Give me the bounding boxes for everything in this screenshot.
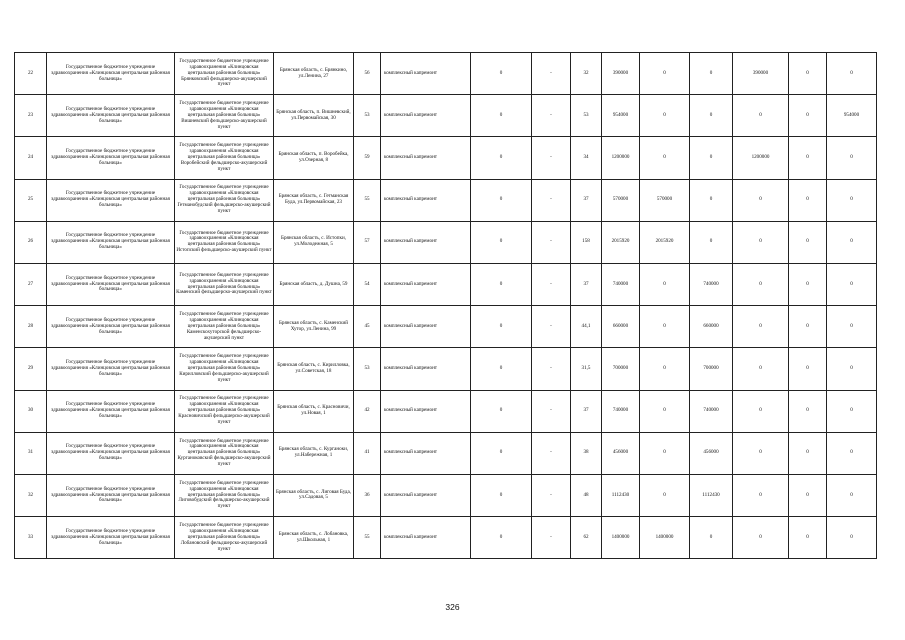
funding-col-3-cell: 0 xyxy=(733,348,789,390)
value-col-1-cell: 0 xyxy=(471,390,532,432)
row-number-cell: 23 xyxy=(15,95,47,137)
work-type-cell: комплексный капремонт xyxy=(381,348,471,390)
work-type-cell: комплексный капремонт xyxy=(381,517,471,559)
owner-institution-cell: Государственное бюджетное учреждение здравоохранения «Клинцовская центральная районная больница» xyxy=(47,474,175,516)
value-col-1-cell: 0 xyxy=(471,474,532,516)
value-col-1-cell: 0 xyxy=(471,179,532,221)
address-cell: Брянская область, с. Истопки, ул.Молодежная, 5 xyxy=(274,221,354,263)
funding-col-3-cell: 390000 xyxy=(733,53,789,95)
funding-col-2-cell: 456000 xyxy=(690,432,733,474)
value-col-3-cell: 62 xyxy=(571,517,602,559)
value-col-3-cell: 158 xyxy=(571,221,602,263)
row-number-cell: 24 xyxy=(15,137,47,179)
area-cell: 59 xyxy=(354,137,381,179)
area-cell: 42 xyxy=(354,390,381,432)
value-col-2-cell: - xyxy=(532,53,571,95)
value-col-2-cell: - xyxy=(532,517,571,559)
funding-col-5-cell: 0 xyxy=(827,474,877,516)
address-cell: Брянская область, с. Лиговая Буда, ул.Садовая, 5 xyxy=(274,474,354,516)
funding-col-2-cell: 740000 xyxy=(690,263,733,305)
funding-col-1-cell: 0 xyxy=(640,263,690,305)
row-number-cell: 30 xyxy=(15,390,47,432)
funding-col-2-cell: 700000 xyxy=(690,348,733,390)
table-row xyxy=(15,137,877,179)
facility-name-cell: Государственное бюджетное учреждение здравоохранения «Клинцовская центральная районная больница» Каменскохуторской фельдшерско-акушерский пункт xyxy=(175,306,274,348)
value-col-2-cell: - xyxy=(532,179,571,221)
work-type-cell: комплексный капремонт xyxy=(381,53,471,95)
address-cell: Брянская область, с. Лобановка, ул.Школьная, 1 xyxy=(274,517,354,559)
owner-institution-cell: Государственное бюджетное учреждение здравоохранения «Клинцовская центральная районная больница» xyxy=(47,517,175,559)
document-sheet xyxy=(14,52,876,559)
funding-col-1-cell: 0 xyxy=(640,137,690,179)
funding-col-3-cell: 0 xyxy=(733,95,789,137)
owner-institution-cell: Государственное бюджетное учреждение здравоохранения «Клинцовская центральная районная больница» xyxy=(47,95,175,137)
facility-name-cell: Государственное бюджетное учреждение здравоохранения «Клинцовская центральная районная больница» Лобановский фельдшерско-акушерский пункт xyxy=(175,517,274,559)
funding-col-2-cell: 0 xyxy=(690,517,733,559)
total-cost-cell: 570000 xyxy=(602,179,640,221)
funding-col-4-cell: 0 xyxy=(789,474,827,516)
total-cost-cell: 1400000 xyxy=(602,517,640,559)
address-cell: Брянская область, с. Красновичи, ул.Новая, 1 xyxy=(274,390,354,432)
row-number-cell: 32 xyxy=(15,474,47,516)
value-col-2-cell: - xyxy=(532,474,571,516)
total-cost-cell: 700000 xyxy=(602,348,640,390)
address-cell: Брянская область, с. Кирилловка, ул.Советская, 18 xyxy=(274,348,354,390)
funding-col-2-cell: 1112430 xyxy=(690,474,733,516)
facility-name-cell: Государственное бюджетное учреждение здравоохранения «Клинцовская центральная районная больница» Каменский фельдшерско-акушерский пункт xyxy=(175,263,274,305)
funding-col-5-cell: 0 xyxy=(827,263,877,305)
value-col-2-cell: - xyxy=(532,348,571,390)
value-col-3-cell: 53 xyxy=(571,95,602,137)
work-type-cell: комплексный капремонт xyxy=(381,474,471,516)
funding-col-3-cell: 0 xyxy=(733,474,789,516)
facility-repair-table xyxy=(14,52,877,559)
funding-col-2-cell: 0 xyxy=(690,53,733,95)
funding-col-1-cell: 2015920 xyxy=(640,221,690,263)
table-row xyxy=(15,179,877,221)
funding-col-4-cell: 0 xyxy=(789,95,827,137)
area-cell: 56 xyxy=(354,53,381,95)
address-cell: Брянская область, с. Брянкино, ул.Ленина, 27 xyxy=(274,53,354,95)
value-col-3-cell: 31,5 xyxy=(571,348,602,390)
value-col-1-cell: 0 xyxy=(471,137,532,179)
value-col-2-cell: - xyxy=(532,390,571,432)
owner-institution-cell: Государственное бюджетное учреждение здравоохранения «Клинцовская центральная районная больница» xyxy=(47,348,175,390)
funding-col-2-cell: 0 xyxy=(690,221,733,263)
value-col-1-cell: 0 xyxy=(471,306,532,348)
owner-institution-cell: Государственное бюджетное учреждение здравоохранения «Клинцовская центральная районная больница» xyxy=(47,179,175,221)
funding-col-1-cell: 0 xyxy=(640,95,690,137)
value-col-1-cell: 0 xyxy=(471,348,532,390)
funding-col-5-cell: 0 xyxy=(827,390,877,432)
value-col-1-cell: 0 xyxy=(471,517,532,559)
row-number-cell: 33 xyxy=(15,517,47,559)
funding-col-5-cell: 0 xyxy=(827,221,877,263)
address-cell: Брянская область, п. Вишневский, ул.Первомайская, 30 xyxy=(274,95,354,137)
table-row xyxy=(15,348,877,390)
facility-name-cell: Государственное бюджетное учреждение здравоохранения «Клинцовская центральная районная больница» Брянковский фельдшерско-акушерский пункт xyxy=(175,53,274,95)
owner-institution-cell: Государственное бюджетное учреждение здравоохранения «Клинцовская центральная районная больница» xyxy=(47,390,175,432)
address-cell: Брянская область, с. Курганоки, ул.Набережная, 1 xyxy=(274,432,354,474)
row-number-cell: 28 xyxy=(15,306,47,348)
table-row xyxy=(15,221,877,263)
funding-col-1-cell: 0 xyxy=(640,348,690,390)
facility-name-cell: Государственное бюджетное учреждение здравоохранения «Клинцовская центральная районная больница» Лиговобудский фельдшерско-акушерский пункт xyxy=(175,474,274,516)
owner-institution-cell: Государственное бюджетное учреждение здравоохранения «Клинцовская центральная районная больница» xyxy=(47,263,175,305)
area-cell: 41 xyxy=(354,432,381,474)
address-cell: Брянская область, с. Гетманская Буда, ул.Первомайская, 23 xyxy=(274,179,354,221)
value-col-2-cell: - xyxy=(532,263,571,305)
funding-col-3-cell: 0 xyxy=(733,263,789,305)
work-type-cell: комплексный капремонт xyxy=(381,390,471,432)
funding-col-5-cell: 0 xyxy=(827,179,877,221)
funding-col-2-cell: 0 xyxy=(690,179,733,221)
value-col-3-cell: 37 xyxy=(571,263,602,305)
work-type-cell: комплексный капремонт xyxy=(381,306,471,348)
area-cell: 55 xyxy=(354,517,381,559)
table-row xyxy=(15,95,877,137)
owner-institution-cell: Государственное бюджетное учреждение здравоохранения «Клинцовская центральная районная больница» xyxy=(47,137,175,179)
table-row xyxy=(15,306,877,348)
value-col-3-cell: 48 xyxy=(571,474,602,516)
total-cost-cell: 954000 xyxy=(602,95,640,137)
funding-col-4-cell: 0 xyxy=(789,137,827,179)
funding-col-1-cell: 570000 xyxy=(640,179,690,221)
funding-col-1-cell: 0 xyxy=(640,390,690,432)
value-col-3-cell: 38 xyxy=(571,432,602,474)
total-cost-cell: 1112430 xyxy=(602,474,640,516)
value-col-3-cell: 34 xyxy=(571,137,602,179)
value-col-1-cell: 0 xyxy=(471,432,532,474)
facility-name-cell: Государственное бюджетное учреждение здравоохранения «Клинцовская центральная районная больница» Кирилловский фельдшерско-акушерский пункт xyxy=(175,348,274,390)
row-number-cell: 29 xyxy=(15,348,47,390)
area-cell: 57 xyxy=(354,221,381,263)
funding-col-3-cell: 0 xyxy=(733,306,789,348)
funding-col-5-cell: 954000 xyxy=(827,95,877,137)
owner-institution-cell: Государственное бюджетное учреждение здравоохранения «Клинцовская центральная районная больница» xyxy=(47,221,175,263)
funding-col-2-cell: 0 xyxy=(690,95,733,137)
funding-col-3-cell: 0 xyxy=(733,179,789,221)
funding-col-4-cell: 0 xyxy=(789,179,827,221)
value-col-2-cell: - xyxy=(532,137,571,179)
value-col-2-cell: - xyxy=(532,306,571,348)
total-cost-cell: 660000 xyxy=(602,306,640,348)
value-col-1-cell: 0 xyxy=(471,53,532,95)
table-row xyxy=(15,390,877,432)
address-cell: Брянская область, с. Каменский Хутор, ул.Ленина, 99 xyxy=(274,306,354,348)
row-number-cell: 27 xyxy=(15,263,47,305)
facility-name-cell: Государственное бюджетное учреждение здравоохранения «Клинцовская центральная районная больница» Воробейский фельдшерско-акушерский пункт xyxy=(175,137,274,179)
area-cell: 45 xyxy=(354,306,381,348)
funding-col-5-cell: 0 xyxy=(827,53,877,95)
area-cell: 55 xyxy=(354,179,381,221)
owner-institution-cell: Государственное бюджетное учреждение здравоохранения «Клинцовская центральная районная больница» xyxy=(47,432,175,474)
funding-col-1-cell: 0 xyxy=(640,306,690,348)
value-col-1-cell: 0 xyxy=(471,221,532,263)
funding-col-4-cell: 0 xyxy=(789,432,827,474)
funding-col-5-cell: 0 xyxy=(827,432,877,474)
work-type-cell: комплексный капремонт xyxy=(381,432,471,474)
page-number: 326 xyxy=(445,602,460,612)
area-cell: 36 xyxy=(354,474,381,516)
work-type-cell: комплексный капремонт xyxy=(381,221,471,263)
work-type-cell: комплексный капремонт xyxy=(381,179,471,221)
total-cost-cell: 740000 xyxy=(602,390,640,432)
funding-col-3-cell: 0 xyxy=(733,390,789,432)
value-col-3-cell: 44,1 xyxy=(571,306,602,348)
value-col-2-cell: - xyxy=(532,95,571,137)
row-number-cell: 22 xyxy=(15,53,47,95)
total-cost-cell: 1200000 xyxy=(602,137,640,179)
value-col-3-cell: 32 xyxy=(571,53,602,95)
funding-col-4-cell: 0 xyxy=(789,263,827,305)
value-col-1-cell: 0 xyxy=(471,263,532,305)
funding-col-1-cell: 0 xyxy=(640,432,690,474)
facility-name-cell: Государственное бюджетное учреждение здравоохранения «Клинцовская центральная районная больница» Истопский фельдшерско-акушерский пункт xyxy=(175,221,274,263)
address-cell: Брянская область, п. Воробейка, ул.Озерная, 8 xyxy=(274,137,354,179)
funding-col-4-cell: 0 xyxy=(789,348,827,390)
owner-institution-cell: Государственное бюджетное учреждение здравоохранения «Клинцовская центральная районная больница» xyxy=(47,53,175,95)
work-type-cell: комплексный капремонт xyxy=(381,95,471,137)
value-col-2-cell: - xyxy=(532,432,571,474)
funding-col-5-cell: 0 xyxy=(827,306,877,348)
facility-name-cell: Государственное бюджетное учреждение здравоохранения «Клинцовская центральная районная больница» Вишневский фельдшерско-акушерский пункт xyxy=(175,95,274,137)
funding-col-5-cell: 0 xyxy=(827,348,877,390)
table-row xyxy=(15,432,877,474)
funding-col-1-cell: 1400000 xyxy=(640,517,690,559)
area-cell: 54 xyxy=(354,263,381,305)
row-number-cell: 26 xyxy=(15,221,47,263)
total-cost-cell: 456000 xyxy=(602,432,640,474)
value-col-3-cell: 37 xyxy=(571,390,602,432)
table-row xyxy=(15,517,877,559)
value-col-2-cell: - xyxy=(532,221,571,263)
value-col-1-cell: 0 xyxy=(471,95,532,137)
funding-col-4-cell: 0 xyxy=(789,306,827,348)
row-number-cell: 25 xyxy=(15,179,47,221)
total-cost-cell: 740000 xyxy=(602,263,640,305)
facility-name-cell: Государственное бюджетное учреждение здравоохранения «Клинцовская центральная районная больница» Гетманобудский фельдшерско-акушерский пункт xyxy=(175,179,274,221)
funding-col-3-cell: 1200000 xyxy=(733,137,789,179)
facility-name-cell: Государственное бюджетное учреждение здравоохранения «Клинцовская центральная районная больница» Курганоковский фельдшерско-акушерский пункт xyxy=(175,432,274,474)
funding-col-3-cell: 0 xyxy=(733,432,789,474)
area-cell: 53 xyxy=(354,348,381,390)
funding-col-2-cell: 740000 xyxy=(690,390,733,432)
table-row xyxy=(15,263,877,305)
total-cost-cell: 390000 xyxy=(602,53,640,95)
funding-col-4-cell: 0 xyxy=(789,390,827,432)
work-type-cell: комплексный капремонт xyxy=(381,263,471,305)
area-cell: 53 xyxy=(354,95,381,137)
table-body xyxy=(15,53,877,559)
facility-name-cell: Государственное бюджетное учреждение здравоохранения «Клинцовская центральная районная больница» Красновичский фельдшерско-акушерский пункт xyxy=(175,390,274,432)
funding-col-1-cell: 0 xyxy=(640,474,690,516)
work-type-cell: комплексный капремонт xyxy=(381,137,471,179)
funding-col-3-cell: 0 xyxy=(733,517,789,559)
funding-col-3-cell: 0 xyxy=(733,221,789,263)
funding-col-4-cell: 0 xyxy=(789,221,827,263)
funding-col-2-cell: 660000 xyxy=(690,306,733,348)
row-number-cell: 31 xyxy=(15,432,47,474)
table-row xyxy=(15,53,877,95)
funding-col-5-cell: 0 xyxy=(827,137,877,179)
owner-institution-cell: Государственное бюджетное учреждение здравоохранения «Клинцовская центральная районная больница» xyxy=(47,306,175,348)
funding-col-1-cell: 0 xyxy=(640,53,690,95)
table-row xyxy=(15,474,877,516)
funding-col-5-cell: 0 xyxy=(827,517,877,559)
funding-col-4-cell: 0 xyxy=(789,517,827,559)
funding-col-4-cell: 0 xyxy=(789,53,827,95)
value-col-3-cell: 37 xyxy=(571,179,602,221)
address-cell: Брянская область, д. Душна, 59 xyxy=(274,263,354,305)
total-cost-cell: 2015920 xyxy=(602,221,640,263)
funding-col-2-cell: 0 xyxy=(690,137,733,179)
